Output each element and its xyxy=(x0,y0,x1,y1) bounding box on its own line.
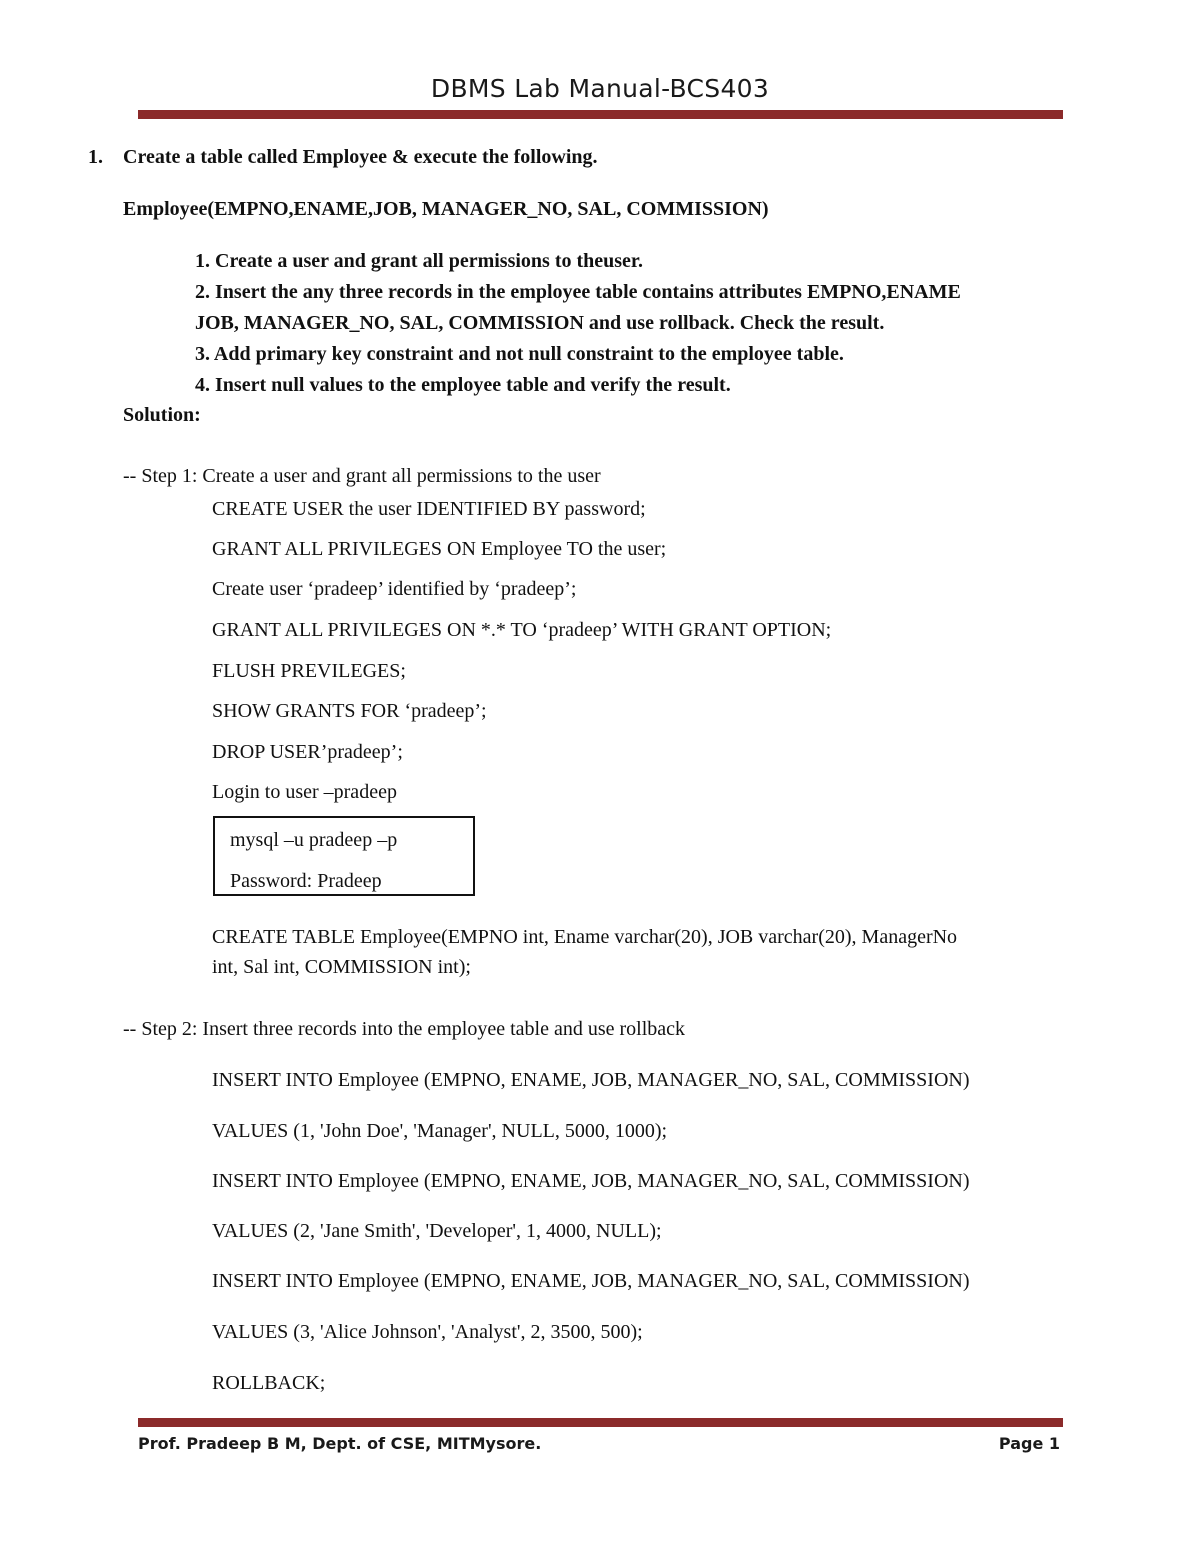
code-line: Login to user –pradeep xyxy=(212,781,397,803)
code-line: VALUES (2, 'Jane Smith', 'Developer', 1, 4000, NULL); xyxy=(212,1220,662,1242)
task-item-continuation: JOB, MANAGER_NO, SAL, COMMISSION and use rollback. Check the result. xyxy=(195,312,885,334)
header-title: DBMS Lab Manual-BCS403 xyxy=(430,74,770,103)
task-item: 4. Insert null values to the employee table and verify the result. xyxy=(195,374,731,396)
code-line: VALUES (3, 'Alice Johnson', 'Analyst', 2, 3500, 500); xyxy=(212,1321,643,1343)
code-line: INSERT INTO Employee (EMPNO, ENAME, JOB, MANAGER_NO, SAL, COMMISSION) xyxy=(212,1270,970,1292)
header-rule xyxy=(138,110,1063,119)
code-line: VALUES (1, 'John Doe', 'Manager', NULL, 5000, 1000); xyxy=(212,1120,668,1142)
code-line: SHOW GRANTS FOR ‘pradeep’; xyxy=(212,700,487,722)
question-text: Create a table called Employee & execute the following. xyxy=(123,146,598,168)
code-line: GRANT ALL PRIVILEGES ON *.* TO ‘pradeep’ WITH GRANT OPTION; xyxy=(212,619,832,641)
page-number: Page 1 xyxy=(998,1434,1060,1453)
solution-label: Solution: xyxy=(123,404,201,426)
task-item: 2. Insert the any three records in the employee table contains attributes EMPNO,ENAME xyxy=(195,281,961,303)
footer-author: Prof. Pradeep B M, Dept. of CSE, MITMysore. xyxy=(138,1434,542,1453)
task-item: 3. Add primary key constraint and not null constraint to the employee table. xyxy=(195,343,844,365)
code-line: ROLLBACK; xyxy=(212,1372,326,1394)
code-line: INSERT INTO Employee (EMPNO, ENAME, JOB, MANAGER_NO, SAL, COMMISSION) xyxy=(212,1069,970,1091)
step1-comment: -- Step 1: Create a user and grant all permissions to the user xyxy=(123,465,601,487)
terminal-command: mysql –u pradeep –p xyxy=(230,829,398,851)
question-number: 1. xyxy=(88,146,103,168)
terminal-box xyxy=(213,816,475,896)
create-table-line: int, Sal int, COMMISSION int); xyxy=(212,956,471,978)
terminal-password: Password: Pradeep xyxy=(230,870,382,892)
code-line: CREATE USER the user IDENTIFIED BY password; xyxy=(212,498,646,520)
code-line: INSERT INTO Employee (EMPNO, ENAME, JOB, MANAGER_NO, SAL, COMMISSION) xyxy=(212,1170,970,1192)
code-line: FLUSH PREVILEGES; xyxy=(212,660,406,682)
footer-rule xyxy=(138,1418,1063,1427)
step2-comment: -- Step 2: Insert three records into the employee table and use rollback xyxy=(123,1018,686,1040)
code-line: Create user ‘pradeep’ identified by ‘pradeep’; xyxy=(212,578,577,600)
code-line: DROP USER’pradeep’; xyxy=(212,741,403,763)
code-line: GRANT ALL PRIVILEGES ON Employee TO the user; xyxy=(212,538,667,560)
task-item: 1. Create a user and grant all permissions to theuser. xyxy=(195,250,643,272)
table-schema: Employee(EMPNO,ENAME,JOB, MANAGER_NO, SAL, COMMISSION) xyxy=(123,198,769,220)
create-table-line: CREATE TABLE Employee(EMPNO int, Ename varchar(20), JOB varchar(20), ManagerNo xyxy=(212,926,958,948)
